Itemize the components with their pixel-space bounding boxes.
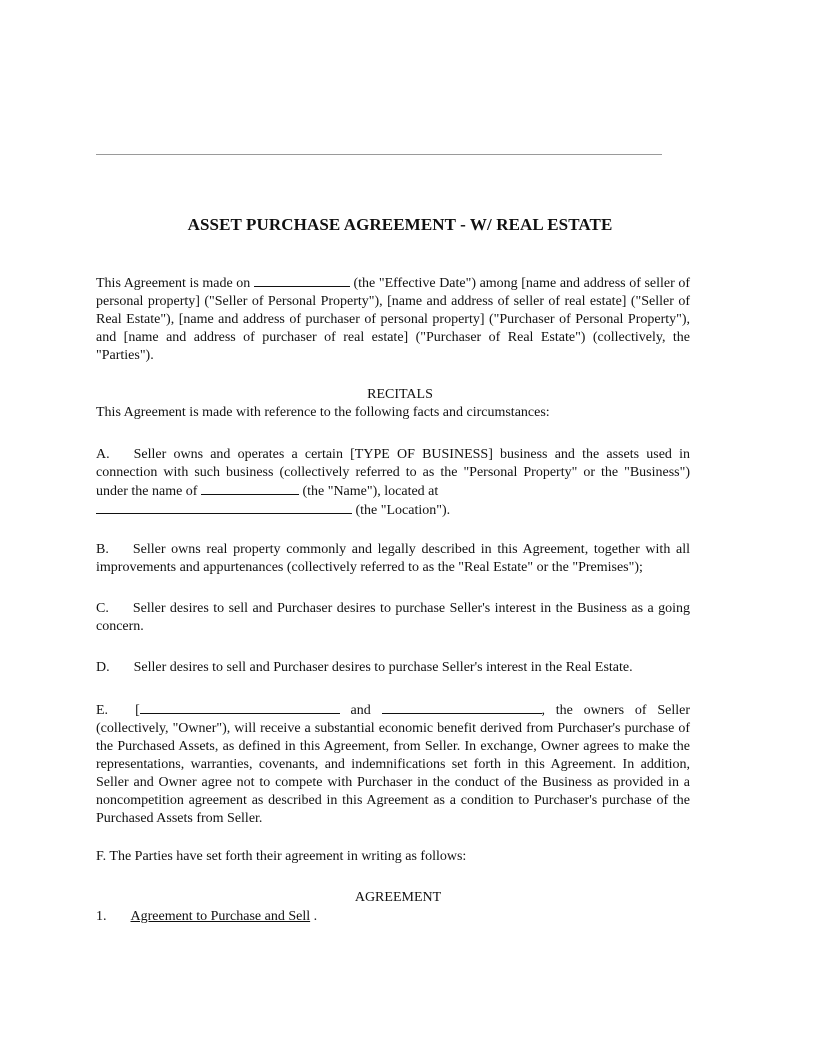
intro-paragraph	[96, 274, 690, 365]
owner-one-blank	[140, 701, 340, 714]
recital-c	[96, 600, 690, 636]
recital-a-text: Seller owns and operates a certain [TYPE OF BUSINESS] business and the assets used in connection with such business (collectively referred to as the "Personal Property" or the "Business") under the name of	[96, 447, 690, 499]
agreement-heading: AGREEMENT	[354, 890, 442, 905]
location-blank	[96, 501, 352, 514]
header-rule	[96, 154, 662, 155]
effective-date-blank	[254, 274, 350, 287]
section-1-number: 1.	[96, 909, 107, 924]
intro-text-start: This Agreement is made on	[96, 276, 251, 291]
recital-a-text-3: (the "Location").	[355, 503, 451, 518]
document-title: ASSET PURCHASE AGREEMENT - W/ REAL ESTATE	[187, 215, 613, 234]
recital-a	[96, 446, 690, 520]
recital-b-letter: B.	[96, 542, 109, 557]
recital-c-letter: C.	[96, 601, 109, 616]
recital-c-text: Seller desires to sell and Purchaser desires to purchase Seller's interest in the Business as a going concern.	[96, 601, 690, 634]
recital-e-bracket: [	[135, 703, 140, 718]
recitals-heading: RECITALS	[367, 387, 433, 402]
recital-d-letter: D.	[96, 660, 110, 675]
business-name-blank	[201, 482, 299, 495]
recital-e-text: , the owners of Seller (collectively, "Owner"), will receive a substantial economic benefit derived from Purchaser's purchase of the Purchased Assets, as defined in this Agreement, from Seller. In exchange, Owner agrees to make the representations, warranties, covenants, and indemnifications set forth in this Agreement. In addition, Seller and Owner agree not to compete with Purchaser in the conduct of the Business as provided in a noncompetition agreement as described in this Agreement as a condition to Purchaser's purchase of the Purchased Assets from Seller.	[96, 703, 690, 826]
recital-d	[96, 659, 690, 677]
recitals-intro: This Agreement is made with reference to the following facts and circumstances:	[96, 405, 550, 420]
recital-b-text: Seller owns real property commonly and legally described in this Agreement, together with all improvements and appurtenances (collectively referred to as the "Real Estate" or the "Premises");	[96, 542, 690, 575]
recital-b	[96, 541, 690, 577]
section-1	[96, 908, 690, 926]
recital-e-and: and	[350, 703, 371, 718]
section-1-suffix: .	[313, 909, 318, 924]
recital-d-text: Seller desires to sell and Purchaser desires to purchase Seller's interest in the Real Estate.	[133, 660, 633, 675]
intro-text-rest: (the "Effective Date") among [name and address of seller of personal property] ("Seller of Personal Property"), [name and address of seller of real estate] ("Seller of Real Estate"), [name and address of purchaser of personal property] ("Purchaser of Personal Property"), and [name and address of purchaser of real estate] ("Purchaser of Real Estate") (collectively, the "Parties").	[96, 276, 691, 363]
recital-a-letter: A.	[96, 447, 110, 462]
recital-e	[96, 701, 690, 828]
recital-a-text-2: (the "Name"), located at	[302, 484, 439, 499]
section-1-title: Agreement to Purchase and Sell	[130, 909, 311, 924]
recital-f: F. The Parties have set forth their agreement in writing as follows:	[96, 849, 467, 864]
recital-e-letter: E.	[96, 703, 109, 718]
owner-two-blank	[382, 701, 542, 714]
